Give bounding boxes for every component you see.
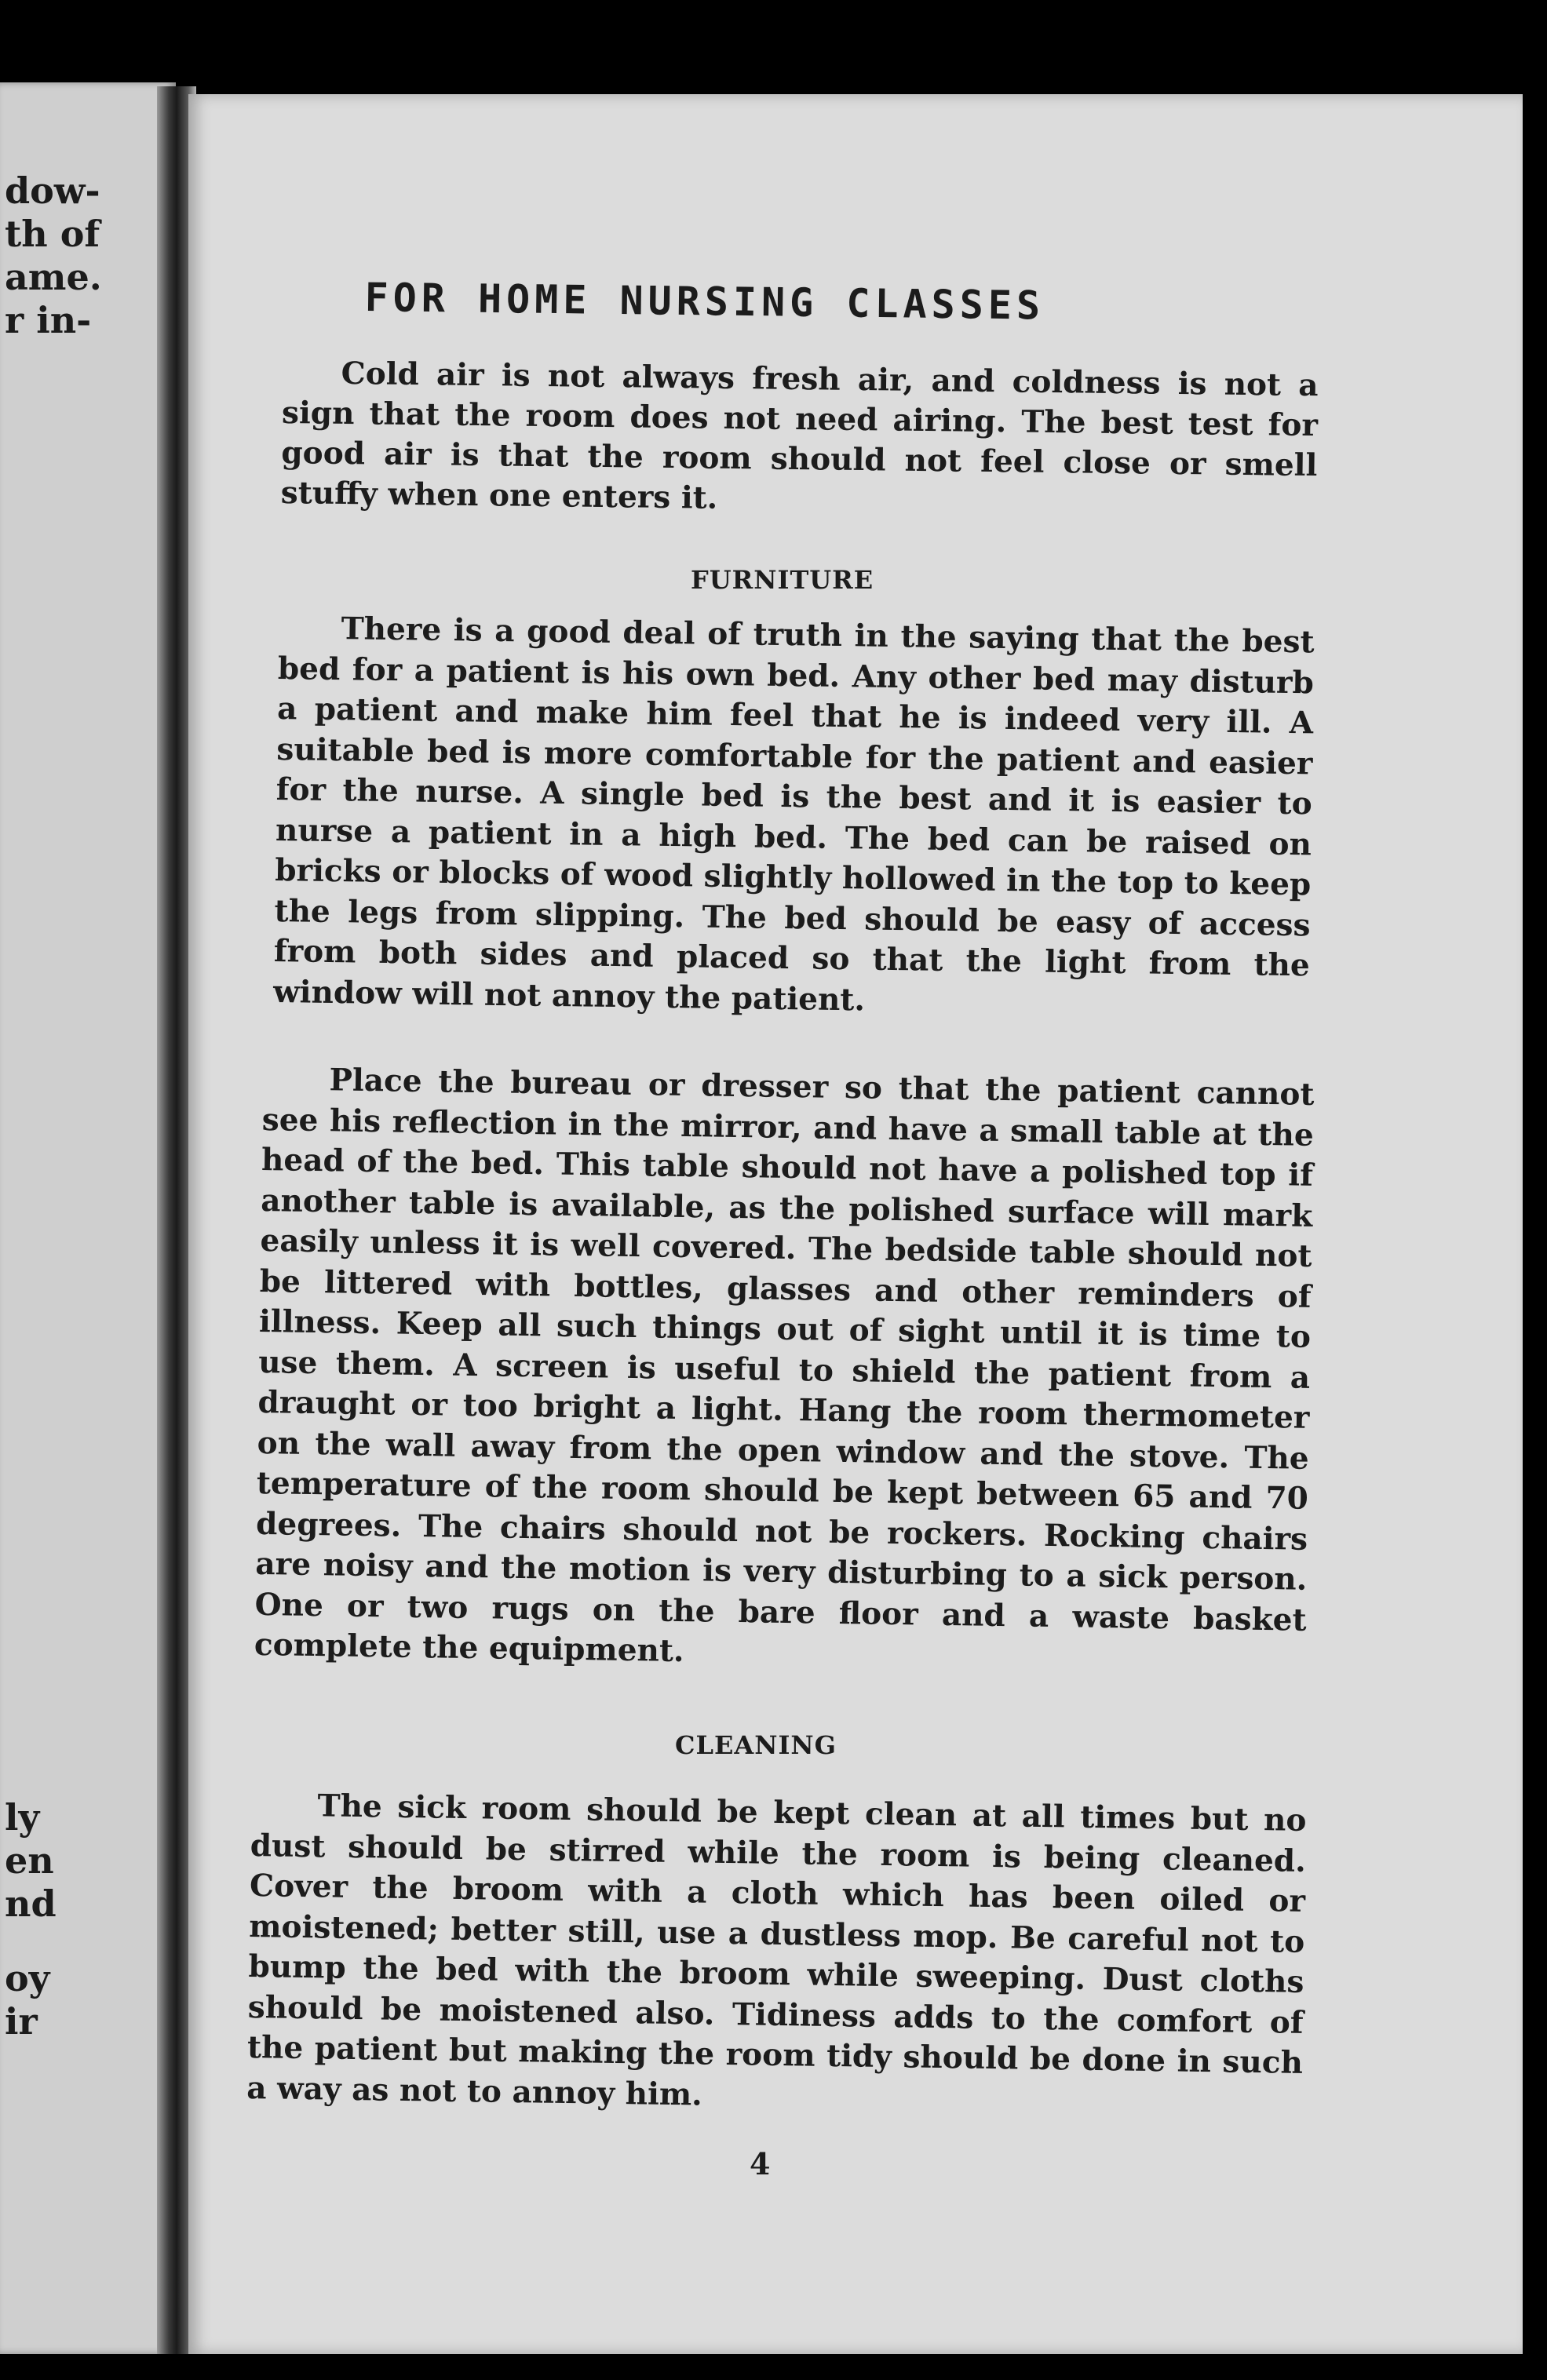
left-fragment-text: r in-: [5, 299, 92, 341]
cleaning-paragraph: The sick room should be kept clean at all times but no dust should be stirred while the room is being cleaned. Cover the broom with a cloth which has been oiled or moistened; better still, use a dustless mop. Be careful not to bump the bed with the broom while sweeping. Dust cloths should be moistened also. Tidiness adds to the comfort of the patient but making the room tidy should be done in such a way as not to annoy him.: [246, 1788, 1307, 2113]
page-title: FOR HOME NURSING CLASSES: [364, 275, 1045, 329]
furniture-paragraph-1: There is a good deal of truth in the saying that the best bed for a patient is his own bed. Any other bed may disturb a patient and make him feel that he is indeed very ill. A suitable bed is more comfortable for the patient and easier for the nurse. A single bed is the best and it is easier to nurse a patient in a high bed. The bed can be raised on bricks or blocks of wood slightly hollowed in the top to keep the legs from slipping. The bed should be easy of access from both sides and placed so that the light from the window will not annoy the patient.: [272, 610, 1315, 1018]
document-page: [188, 94, 1523, 2354]
left-fragment-text: ly: [5, 1796, 40, 1839]
page-number: 4: [750, 2146, 771, 2181]
left-fragment-text: en: [5, 1839, 54, 1882]
previous-page-fragment: [0, 82, 176, 2354]
intro-paragraph: Cold air is not always fresh air, and coldness is not a sign that the room does not need airing. The best test for good air is that the room should not feel close or smell stuffy when one enters it.: [280, 355, 1319, 516]
furniture-paragraph-2: Place the bureau or dresser so that the patient cannot see his reflection in the mirror, and have a small table at the head of the bed. This table should not have a polished top if another table is available, as the polished surface will mark easily unless it is well covered. The bedside table should not be littered with bottles, glasses and other reminders of illness. Keep all such things out of sight until it is time to use them. A screen is useful to shield the patient from a draught or too bright a light. Hang the room thermometer on the wall away from the open window and the stove. The temperature of the room should be kept between 65 and 70 degrees. The chairs should not be rockers. Rocking chairs are noisy and the motion is very disturbing to a sick person. One or two rugs on the bare floor and a waste basket complete the equipment.: [254, 1062, 1315, 1670]
section-heading-furniture: FURNITURE: [691, 565, 874, 595]
left-fragment-text: ir: [5, 2000, 38, 2043]
section-heading-cleaning: CLEANING: [675, 1730, 837, 1760]
left-fragment-text: dow-: [5, 169, 100, 212]
left-fragment-text: oy: [5, 1957, 50, 1999]
left-fragment-text: nd: [5, 1882, 57, 1925]
left-fragment-text: th of: [5, 213, 100, 255]
left-fragment-text: ame.: [5, 256, 102, 298]
